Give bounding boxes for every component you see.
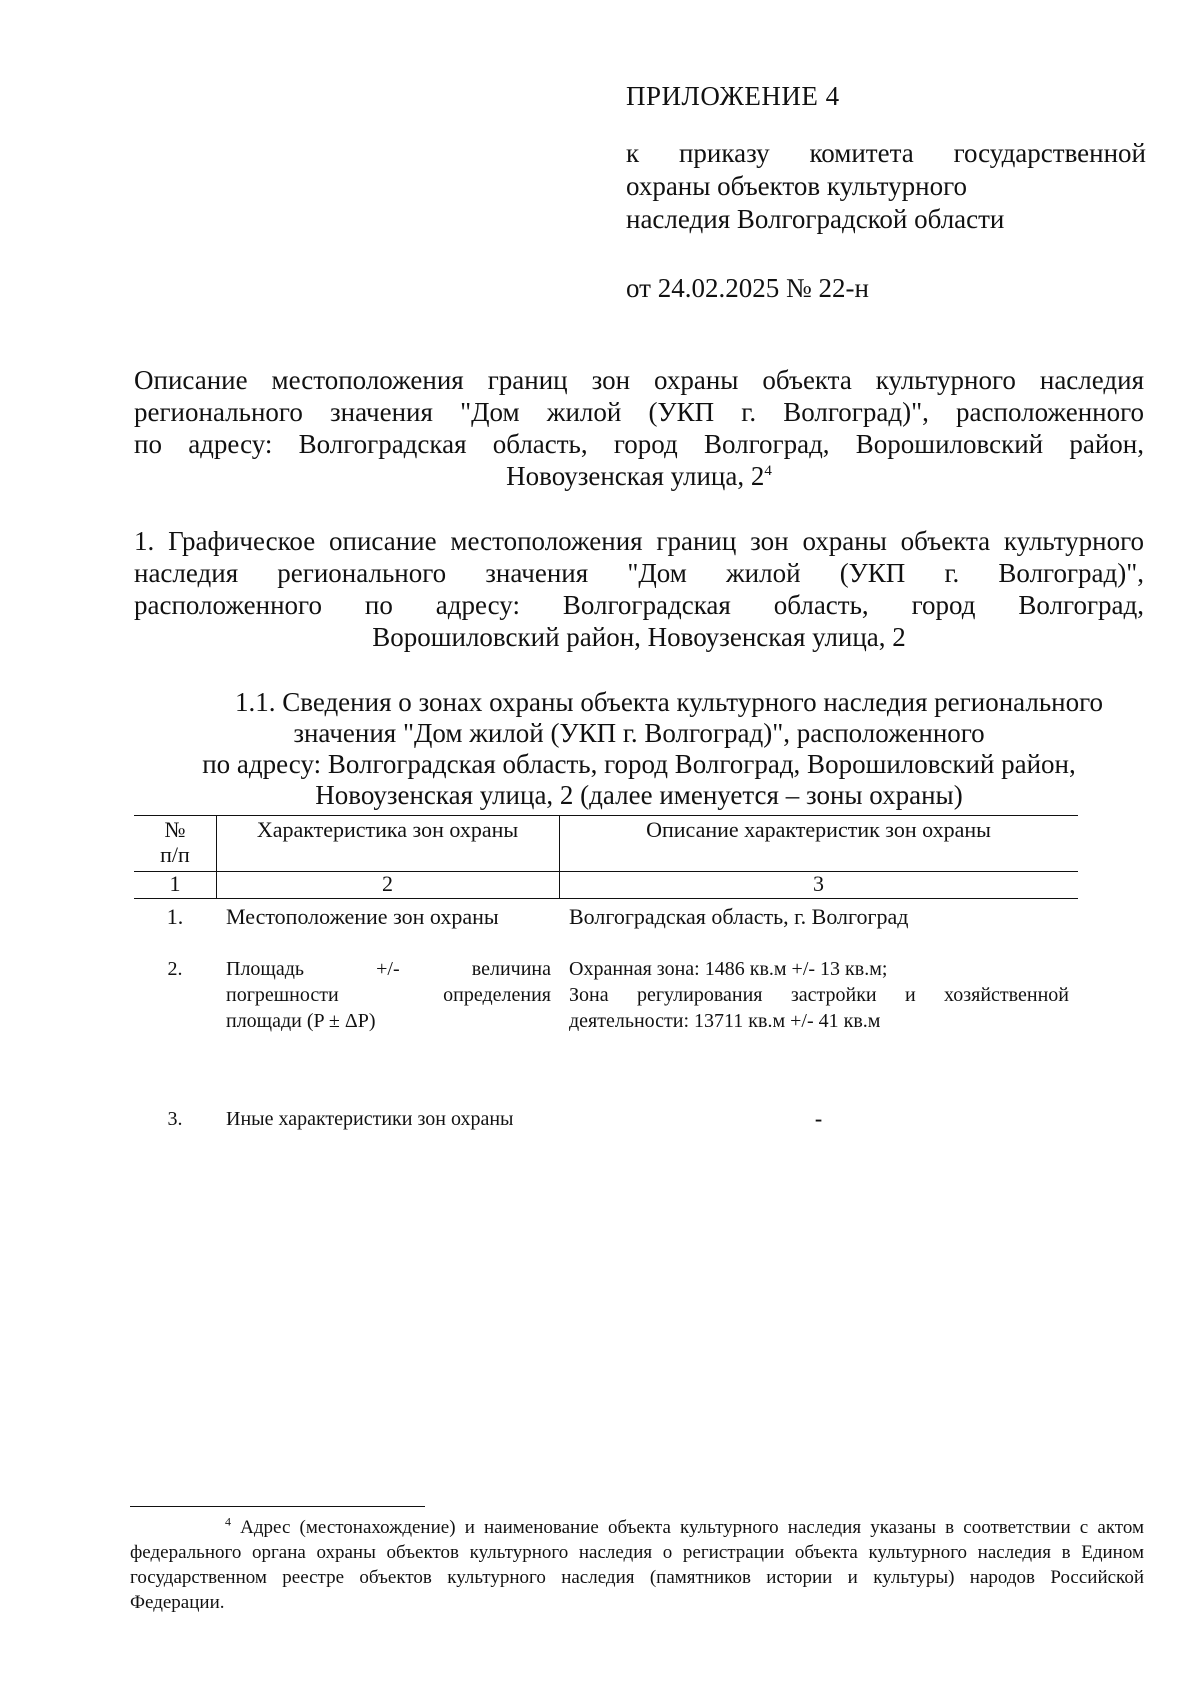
footnote-line: государственном реестре объектов культурного наследия (памятников истории и культуры) народов Российской <box>130 1567 1144 1588</box>
header-number-symbol: № <box>164 817 186 842</box>
section-1-1-line: значения "Дом жилой (УКП г. Волгоград)", расположенного <box>293 718 985 748</box>
order-reference-line: охраны объектов культурного <box>626 171 967 201</box>
row-description-line: Охранная зона: 1486 кв.м +/- 13 кв.м; <box>569 958 888 980</box>
footnote <box>130 1515 1144 1615</box>
main-heading <box>134 364 1144 492</box>
row-description: Волгоградская область, г. Волгоград <box>569 904 909 929</box>
footnote-line: федерального органа охраны объектов культурного наследия о регистрации объекта культурного наследия в Едином <box>130 1542 1144 1563</box>
heading-line: по адресу: Волгоградская область, город Волгоград, Ворошиловский район, <box>134 429 1144 459</box>
row-characteristic-line: погрешности определения <box>226 984 551 1006</box>
row-characteristic-line: Площадь +/- величина <box>226 958 551 980</box>
order-reference-line: наследия Волгоградской области <box>626 204 1005 234</box>
footnote-reference: 4 <box>764 463 772 479</box>
appendix-header <box>626 80 1146 305</box>
row-characteristic-line: площади (P ± ΔP) <box>226 1010 376 1032</box>
section-1-line: расположенного по адресу: Волгоградская область, город Волгоград, <box>134 590 1144 620</box>
heading-line: Описание местоположения границ зон охраны объекта культурного наследия <box>134 365 1144 395</box>
row-number: 1. <box>166 904 184 929</box>
row-description <box>569 956 1069 1034</box>
row-description-line: Зона регулирования застройки и хозяйственной <box>569 984 1069 1006</box>
column-number-2: 2 <box>382 871 393 896</box>
header-description-cell: Описание характеристик зон охраны <box>646 817 991 842</box>
order-date-number: от 24.02.2025 № 22-н <box>626 273 869 303</box>
footnote-line: Федерации. <box>130 1592 225 1613</box>
section-1-1-line: Новоузенская улица, 2 (далее именуется – зоны охраны) <box>315 780 963 810</box>
footnote-line <box>130 1515 1144 1540</box>
column-number-3: 3 <box>813 871 824 896</box>
appendix-title: ПРИЛОЖЕНИЕ 4 <box>626 81 840 111</box>
order-reference-line: к приказу комитета государственной <box>626 138 1146 168</box>
section-1-line: Ворошиловский район, Новоузенская улица, 2 <box>372 622 906 652</box>
table-top-border <box>134 815 1078 816</box>
footnote-separator <box>130 1506 425 1507</box>
row-number: 2. <box>167 958 183 980</box>
section-1-1-line: 1.1. Сведения о зонах охраны объекта культурного наследия регионального <box>234 687 1104 717</box>
footnote-mark: 4 <box>225 1514 231 1529</box>
section-1-1-heading <box>134 687 1144 811</box>
heading-line: регионального значения "Дом жилой (УКП г. Волгоград)", расположенного <box>134 397 1144 427</box>
header-number-abbrev: п/п <box>160 842 190 867</box>
section-1-1-line: по адресу: Волгоградская область, город Волгоград, Ворошиловский район, <box>202 749 1076 779</box>
appendix-order-reference <box>626 137 1146 236</box>
section-1-line: 1. Графическое описание местоположения границ зон охраны объекта культурного <box>134 526 1144 556</box>
section-1-heading <box>134 525 1144 653</box>
row-description: - <box>814 1106 823 1131</box>
header-characteristic-cell: Характеристика зон охраны <box>256 817 519 842</box>
table-numbering-border <box>134 898 1078 899</box>
row-number: 3. <box>167 1108 183 1130</box>
section-1-line: наследия регионального значения "Дом жилой (УКП г. Волгоград)", <box>134 558 1144 588</box>
header-number-cell <box>134 817 216 867</box>
row-characteristic: Иные характеристики зон охраны <box>226 1108 514 1130</box>
row-description-line: деятельности: 13711 кв.м +/- 41 кв.м <box>569 1010 881 1032</box>
row-characteristic <box>226 956 551 1034</box>
heading-line <box>134 460 1144 492</box>
footnote-line-text: Адрес (местонахождение) и наименование объекта культурного наследия указаны в соответствии с актом <box>240 1517 1145 1538</box>
row-characteristic: Местоположение зон охраны <box>226 904 499 929</box>
column-number-1: 1 <box>169 871 181 896</box>
heading-line-text: Новоузенская улица, 2 <box>506 461 765 491</box>
